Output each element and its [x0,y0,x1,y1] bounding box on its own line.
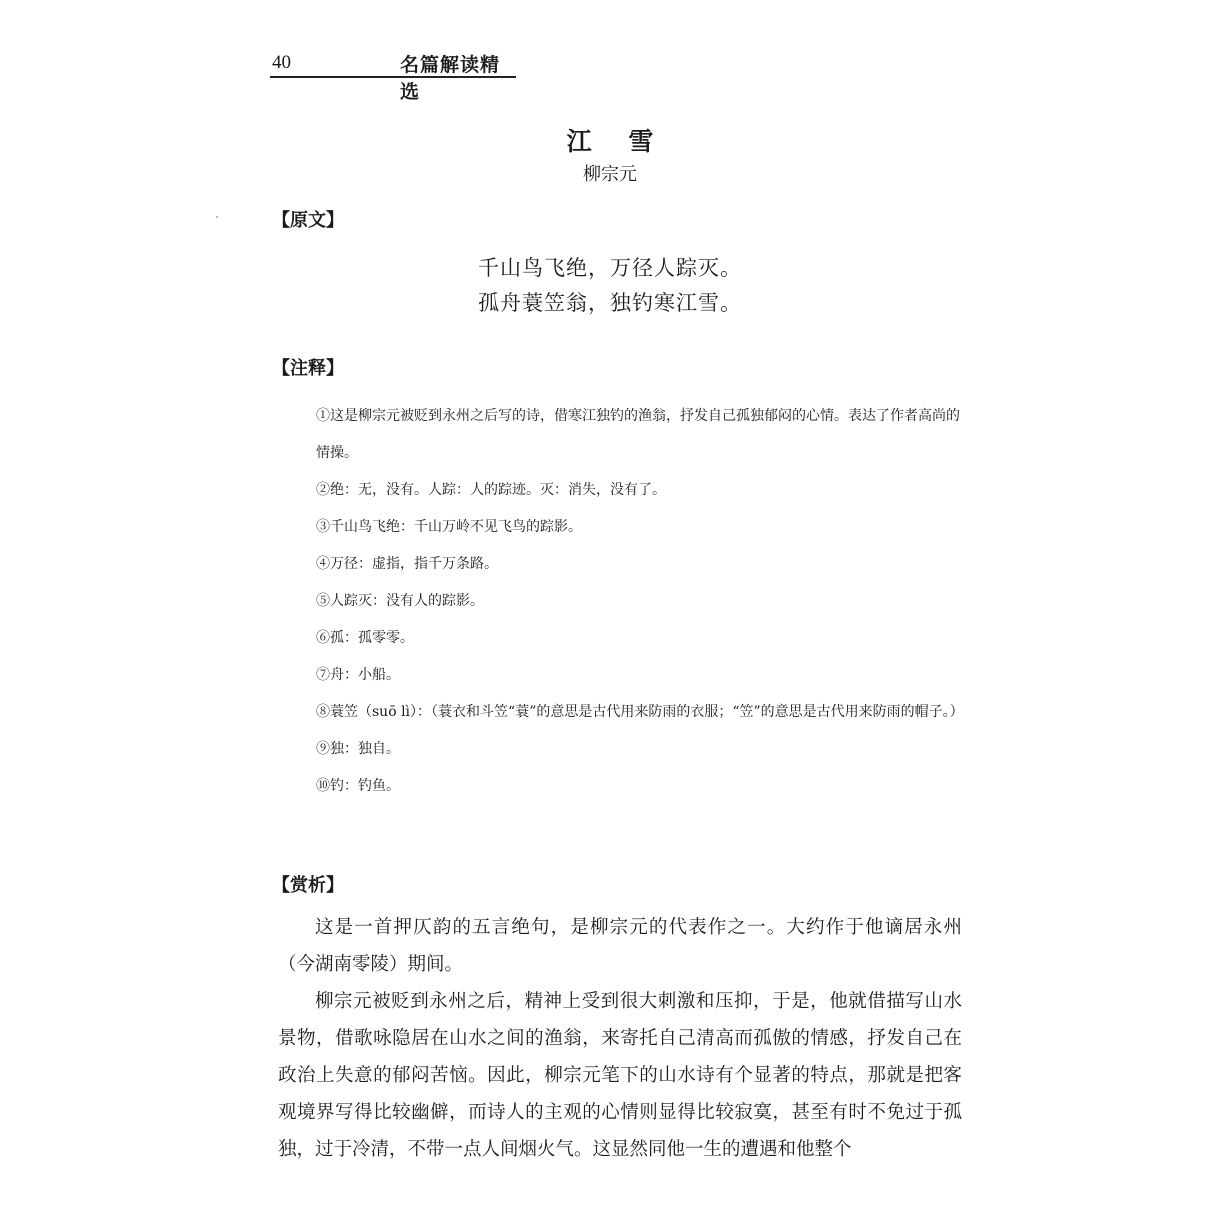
note-item: ⑧蓑笠（suō lì）：（蓑衣和斗笠“蓑”的意思是古代用来防雨的衣服；“笠”的意思是古代用来防雨的帽子。） [316,704,964,720]
poem-line: 千山鸟飞绝，万径人踪灭。 [478,256,742,280]
note-item: ⑦舟：小船。 [316,667,400,683]
note-item: ②绝：无，没有。人踪：人的踪迹。灭：消失，没有了。 [316,482,666,498]
poem-title: 江 雪 [566,127,668,156]
section-heading-appreciation: 【赏析】 [272,875,344,896]
page-number: 40 [272,52,291,73]
book-title: 名篇解读精选 [400,54,501,103]
notes-list [316,398,964,805]
note-item: ⑩钓：钓鱼。 [316,778,400,794]
running-header [270,48,516,103]
appreciation-paragraph: 柳宗元被贬到永州之后，精神上受到很大刺激和压抑，于是，他就借描写山水景物，借歌咏隐居在山水之间的渔翁，来寄托自己清高而孤傲的情感，抒发自己在政治上失意的郁闷苦恼。因此，柳宗元笔下的山水诗有个显著的特点，那就是把客观境界写得比较幽僻，而诗人的主观的心情则显得比较寂寞，甚至有时不免过于孤独，过于冷清，不带一点人间烟火气。这显然同他一生的遭遇和他整个 [278,991,962,1160]
note-item: ③千山鸟飞绝：千山万岭不见飞鸟的踪影。 [316,519,582,535]
note-item: ⑤人踪灭：没有人的踪影。 [316,593,484,609]
appreciation-body [278,909,962,1168]
scan-speck [216,216,218,218]
note-item: ①这是柳宗元被贬到永州之后写的诗，借寒江独钓的渔翁，抒发自己孤独郁闷的心情。表达了作者高尚的情操。 [316,408,960,461]
note-item: ⑨独：独自。 [316,741,400,757]
poem-line: 孤舟蓑笠翁，独钓寒江雪。 [478,291,742,315]
section-heading-notes: 【注释】 [272,358,344,379]
section-heading-original: 【原文】 [272,210,344,231]
poem-author: 柳宗元 [583,164,637,185]
note-item: ④万径：虚指，指千万条路。 [316,556,498,572]
appreciation-paragraph: 这是一首押仄韵的五言绝句，是柳宗元的代表作之一。大约作于他谪居永州（今湖南零陵）期间。 [278,917,962,975]
note-item: ⑥孤：孤零零。 [316,630,414,646]
